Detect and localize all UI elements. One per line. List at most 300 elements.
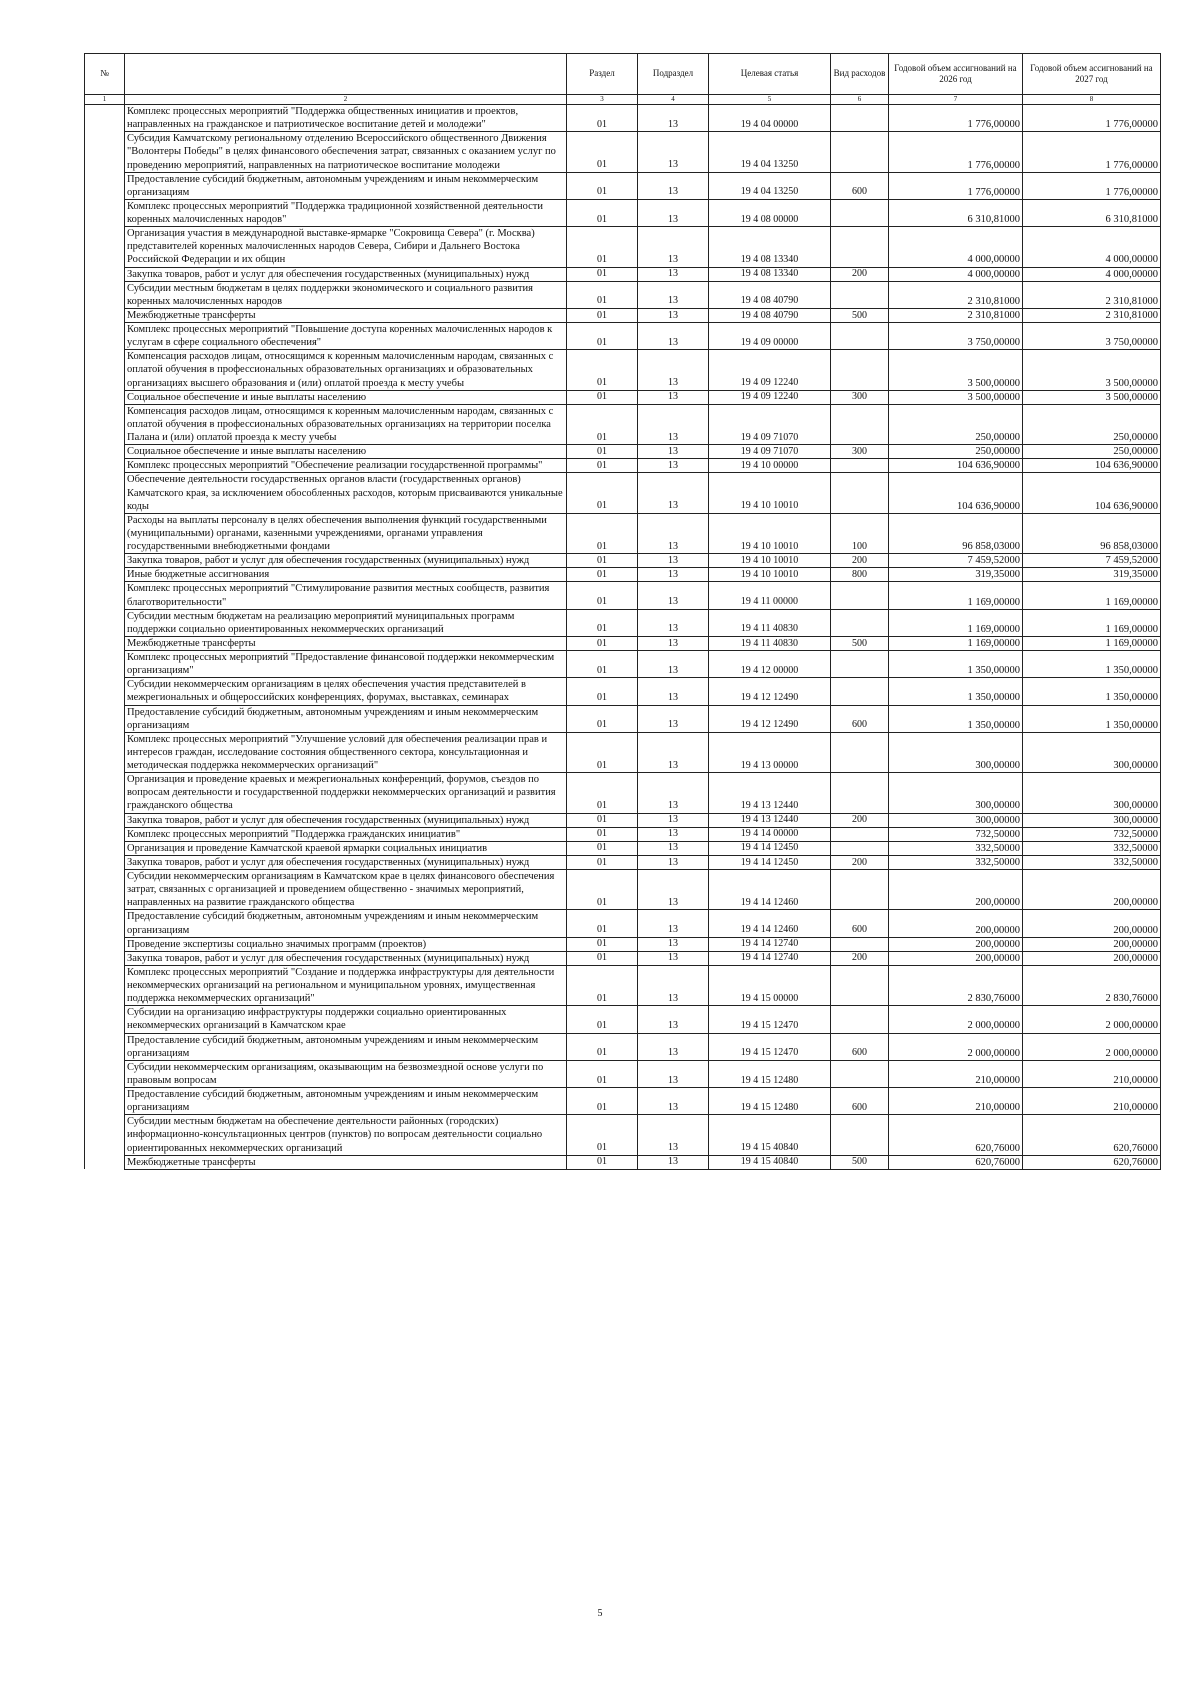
amount-2027-cell: 620,76000 xyxy=(1023,1155,1161,1169)
column-number: 5 xyxy=(709,95,831,105)
celevaya-statya-cell: 19 4 13 12440 xyxy=(709,813,831,827)
table-row xyxy=(85,105,1161,132)
amount-2026-cell: 3 500,00000 xyxy=(889,350,1023,390)
celevaya-statya-cell: 19 4 14 12460 xyxy=(709,870,831,910)
vid-rashodov-cell xyxy=(831,870,889,910)
celevaya-statya-cell: 19 4 08 40790 xyxy=(709,281,831,308)
row-number-cell xyxy=(85,404,125,444)
item-name-cell: Организация и проведение Камчатской краевой ярмарки социальных инициатив xyxy=(125,841,567,855)
podrazdel-cell: 13 xyxy=(638,404,709,444)
amount-2027-cell: 4 000,00000 xyxy=(1023,267,1161,281)
podrazdel-cell: 13 xyxy=(638,281,709,308)
vid-rashodov-cell xyxy=(831,404,889,444)
item-name-cell: Комплекс процессных мероприятий "Улучшение условий для обеспечения реализации прав и интересов граждан, исследование состояния общественного сектора, консультационная и методическая поддержка некоммерческих организаций" xyxy=(125,732,567,772)
table-row xyxy=(85,350,1161,390)
amount-2026-cell: 1 776,00000 xyxy=(889,105,1023,132)
item-name-cell: Комплекс процессных мероприятий "Предоставление финансовой поддержки некоммерческим организациям" xyxy=(125,651,567,678)
vid-rashodov-cell xyxy=(831,937,889,951)
celevaya-statya-cell: 19 4 15 40840 xyxy=(709,1155,831,1169)
razdel-cell: 01 xyxy=(567,910,638,937)
amount-2027-cell: 3 500,00000 xyxy=(1023,350,1161,390)
item-name-cell: Социальное обеспечение и иные выплаты населению xyxy=(125,445,567,459)
header-razdel: Раздел xyxy=(567,54,638,95)
row-number-cell xyxy=(85,1033,125,1060)
row-number-cell xyxy=(85,636,125,650)
vid-rashodov-cell xyxy=(831,105,889,132)
table-row xyxy=(85,513,1161,553)
vid-rashodov-cell: 500 xyxy=(831,636,889,650)
celevaya-statya-cell: 19 4 09 12240 xyxy=(709,350,831,390)
amount-2027-cell: 319,35000 xyxy=(1023,568,1161,582)
column-number: 6 xyxy=(831,95,889,105)
razdel-cell: 01 xyxy=(567,1033,638,1060)
podrazdel-cell: 13 xyxy=(638,473,709,513)
row-number-cell xyxy=(85,473,125,513)
podrazdel-cell: 13 xyxy=(638,459,709,473)
razdel-cell: 01 xyxy=(567,459,638,473)
podrazdel-cell: 13 xyxy=(638,568,709,582)
amount-2026-cell: 2 830,76000 xyxy=(889,965,1023,1005)
row-number-cell xyxy=(85,132,125,172)
razdel-cell: 01 xyxy=(567,267,638,281)
vid-rashodov-cell xyxy=(831,678,889,705)
column-number: 2 xyxy=(125,95,567,105)
row-number-cell xyxy=(85,1115,125,1155)
razdel-cell: 01 xyxy=(567,227,638,267)
celevaya-statya-cell: 19 4 04 13250 xyxy=(709,132,831,172)
podrazdel-cell: 13 xyxy=(638,1033,709,1060)
item-name-cell: Проведение экспертизы социально значимых программ (проектов) xyxy=(125,937,567,951)
razdel-cell: 01 xyxy=(567,1060,638,1087)
row-number-cell xyxy=(85,732,125,772)
razdel-cell: 01 xyxy=(567,404,638,444)
item-name-cell: Закупка товаров, работ и услуг для обеспечения государственных (муниципальных) нужд xyxy=(125,554,567,568)
razdel-cell: 01 xyxy=(567,773,638,813)
razdel-cell: 01 xyxy=(567,827,638,841)
table-row xyxy=(85,1033,1161,1060)
amount-2027-cell: 210,00000 xyxy=(1023,1088,1161,1115)
row-number-cell xyxy=(85,350,125,390)
item-name-cell: Предоставление субсидий бюджетным, автономным учреждениям и иным некоммерческим организациям xyxy=(125,910,567,937)
item-name-cell: Межбюджетные трансферты xyxy=(125,636,567,650)
podrazdel-cell: 13 xyxy=(638,582,709,609)
row-number-cell xyxy=(85,227,125,267)
row-number-cell xyxy=(85,773,125,813)
table-row xyxy=(85,678,1161,705)
celevaya-statya-cell: 19 4 13 12440 xyxy=(709,773,831,813)
item-name-cell: Комплекс процессных мероприятий "Стимулирование развития местных сообществ, развития благотворительности" xyxy=(125,582,567,609)
table-row xyxy=(85,910,1161,937)
table-row xyxy=(85,1060,1161,1087)
amount-2027-cell: 3 500,00000 xyxy=(1023,390,1161,404)
amount-2027-cell: 200,00000 xyxy=(1023,937,1161,951)
amount-2026-cell: 1 776,00000 xyxy=(889,132,1023,172)
amount-2027-cell: 300,00000 xyxy=(1023,732,1161,772)
table-row xyxy=(85,965,1161,1005)
table-row xyxy=(85,1088,1161,1115)
vid-rashodov-cell xyxy=(831,281,889,308)
vid-rashodov-cell xyxy=(831,841,889,855)
amount-2027-cell: 332,50000 xyxy=(1023,841,1161,855)
row-number-cell xyxy=(85,323,125,350)
header-celevaya-statya: Целевая статья xyxy=(709,54,831,95)
amount-2026-cell: 104 636,90000 xyxy=(889,459,1023,473)
table-row xyxy=(85,841,1161,855)
razdel-cell: 01 xyxy=(567,568,638,582)
table-row xyxy=(85,773,1161,813)
header-amount-2027: Годовой объем ассигнований на 2027 год xyxy=(1023,54,1161,95)
vid-rashodov-cell: 600 xyxy=(831,1033,889,1060)
vid-rashodov-cell: 500 xyxy=(831,1155,889,1169)
podrazdel-cell: 13 xyxy=(638,705,709,732)
amount-2026-cell: 1 350,00000 xyxy=(889,651,1023,678)
razdel-cell: 01 xyxy=(567,813,638,827)
podrazdel-cell: 13 xyxy=(638,1006,709,1033)
celevaya-statya-cell: 19 4 04 00000 xyxy=(709,105,831,132)
vid-rashodov-cell xyxy=(831,827,889,841)
podrazdel-cell: 13 xyxy=(638,827,709,841)
amount-2026-cell: 96 858,03000 xyxy=(889,513,1023,553)
row-number-cell xyxy=(85,105,125,132)
razdel-cell: 01 xyxy=(567,951,638,965)
row-number-cell xyxy=(85,937,125,951)
amount-2026-cell: 332,50000 xyxy=(889,855,1023,869)
celevaya-statya-cell: 19 4 08 00000 xyxy=(709,199,831,226)
amount-2027-cell: 1 169,00000 xyxy=(1023,582,1161,609)
amount-2027-cell: 2 000,00000 xyxy=(1023,1033,1161,1060)
podrazdel-cell: 13 xyxy=(638,1115,709,1155)
razdel-cell: 01 xyxy=(567,841,638,855)
item-name-cell: Комплекс процессных мероприятий "Поддержка традиционной хозяйственной деятельности коренных малочисленных народов" xyxy=(125,199,567,226)
celevaya-statya-cell: 19 4 13 00000 xyxy=(709,732,831,772)
vid-rashodov-cell: 500 xyxy=(831,308,889,322)
vid-rashodov-cell: 600 xyxy=(831,172,889,199)
item-name-cell: Закупка товаров, работ и услуг для обеспечения государственных (муниципальных) нужд xyxy=(125,813,567,827)
table-row xyxy=(85,267,1161,281)
razdel-cell: 01 xyxy=(567,678,638,705)
column-number: 1 xyxy=(85,95,125,105)
vid-rashodov-cell xyxy=(831,651,889,678)
table-row xyxy=(85,870,1161,910)
razdel-cell: 01 xyxy=(567,199,638,226)
celevaya-statya-cell: 19 4 14 12450 xyxy=(709,855,831,869)
celevaya-statya-cell: 19 4 10 10010 xyxy=(709,513,831,553)
table-row xyxy=(85,951,1161,965)
amount-2026-cell: 332,50000 xyxy=(889,841,1023,855)
column-number: 4 xyxy=(638,95,709,105)
podrazdel-cell: 13 xyxy=(638,445,709,459)
vid-rashodov-cell xyxy=(831,199,889,226)
amount-2027-cell: 4 000,00000 xyxy=(1023,227,1161,267)
vid-rashodov-cell xyxy=(831,473,889,513)
podrazdel-cell: 13 xyxy=(638,937,709,951)
podrazdel-cell: 13 xyxy=(638,855,709,869)
celevaya-statya-cell: 19 4 15 40840 xyxy=(709,1115,831,1155)
item-name-cell: Межбюджетные трансферты xyxy=(125,1155,567,1169)
razdel-cell: 01 xyxy=(567,554,638,568)
table-row xyxy=(85,855,1161,869)
razdel-cell: 01 xyxy=(567,636,638,650)
table-row xyxy=(85,705,1161,732)
amount-2027-cell: 96 858,03000 xyxy=(1023,513,1161,553)
podrazdel-cell: 13 xyxy=(638,554,709,568)
podrazdel-cell: 13 xyxy=(638,813,709,827)
vid-rashodov-cell: 200 xyxy=(831,855,889,869)
table-row xyxy=(85,1155,1161,1169)
column-number: 3 xyxy=(567,95,638,105)
vid-rashodov-cell xyxy=(831,609,889,636)
amount-2026-cell: 300,00000 xyxy=(889,813,1023,827)
item-name-cell: Обеспечение деятельности государственных органов власти (государственных органов) Камчатского края, за исключением обособленных расходов, которым присваиваются уникальные коды xyxy=(125,473,567,513)
row-number-cell xyxy=(85,951,125,965)
celevaya-statya-cell: 19 4 09 71070 xyxy=(709,404,831,444)
table-row xyxy=(85,732,1161,772)
table-row xyxy=(85,582,1161,609)
amount-2026-cell: 3 500,00000 xyxy=(889,390,1023,404)
podrazdel-cell: 13 xyxy=(638,732,709,772)
row-number-cell xyxy=(85,870,125,910)
amount-2027-cell: 200,00000 xyxy=(1023,910,1161,937)
amount-2026-cell: 200,00000 xyxy=(889,951,1023,965)
celevaya-statya-cell: 19 4 15 12480 xyxy=(709,1088,831,1115)
razdel-cell: 01 xyxy=(567,965,638,1005)
amount-2027-cell: 1 350,00000 xyxy=(1023,678,1161,705)
item-name-cell: Комплекс процессных мероприятий "Поддержка гражданских инициатив" xyxy=(125,827,567,841)
amount-2026-cell: 620,76000 xyxy=(889,1115,1023,1155)
razdel-cell: 01 xyxy=(567,390,638,404)
header-podrazdel: Подраздел xyxy=(638,54,709,95)
podrazdel-cell: 13 xyxy=(638,199,709,226)
razdel-cell: 01 xyxy=(567,308,638,322)
item-name-cell: Предоставление субсидий бюджетным, автономным учреждениям и иным некоммерческим организациям xyxy=(125,1088,567,1115)
row-number-cell xyxy=(85,855,125,869)
celevaya-statya-cell: 19 4 12 00000 xyxy=(709,651,831,678)
amount-2026-cell: 210,00000 xyxy=(889,1088,1023,1115)
amount-2027-cell: 2 310,81000 xyxy=(1023,308,1161,322)
row-number-cell xyxy=(85,841,125,855)
amount-2026-cell: 1 169,00000 xyxy=(889,582,1023,609)
vid-rashodov-cell: 200 xyxy=(831,554,889,568)
amount-2026-cell: 200,00000 xyxy=(889,910,1023,937)
razdel-cell: 01 xyxy=(567,1155,638,1169)
table-row xyxy=(85,813,1161,827)
podrazdel-cell: 13 xyxy=(638,636,709,650)
row-number-cell xyxy=(85,678,125,705)
razdel-cell: 01 xyxy=(567,870,638,910)
amount-2026-cell: 1 169,00000 xyxy=(889,636,1023,650)
amount-2026-cell: 3 750,00000 xyxy=(889,323,1023,350)
item-name-cell: Субсидии некоммерческим организациям, оказывающим на безвозмездной основе услуги по правовым вопросам xyxy=(125,1060,567,1087)
item-name-cell: Расходы на выплаты персоналу в целях обеспечения выполнения функций государственными (муниципальными) органами, казенными учреждениями, органами управления государственными внебюджетными фондами xyxy=(125,513,567,553)
item-name-cell: Субсидии некоммерческим организациям в целях обеспечения участия представителей в межрегиональных и общероссийских конференциях, форумах, выставках, семинарах xyxy=(125,678,567,705)
razdel-cell: 01 xyxy=(567,732,638,772)
amount-2027-cell: 2 310,81000 xyxy=(1023,281,1161,308)
item-name-cell: Предоставление субсидий бюджетным, автономным учреждениям и иным некоммерческим организациям xyxy=(125,705,567,732)
amount-2027-cell: 104 636,90000 xyxy=(1023,459,1161,473)
vid-rashodov-cell xyxy=(831,132,889,172)
podrazdel-cell: 13 xyxy=(638,1060,709,1087)
razdel-cell: 01 xyxy=(567,473,638,513)
amount-2027-cell: 6 310,81000 xyxy=(1023,199,1161,226)
amount-2026-cell: 1 169,00000 xyxy=(889,609,1023,636)
amount-2027-cell: 332,50000 xyxy=(1023,855,1161,869)
header-num: № xyxy=(85,54,125,95)
vid-rashodov-cell: 200 xyxy=(831,951,889,965)
razdel-cell: 01 xyxy=(567,855,638,869)
row-number-cell xyxy=(85,281,125,308)
celevaya-statya-cell: 19 4 11 40830 xyxy=(709,609,831,636)
celevaya-statya-cell: 19 4 10 10010 xyxy=(709,554,831,568)
vid-rashodov-cell: 600 xyxy=(831,910,889,937)
amount-2026-cell: 200,00000 xyxy=(889,870,1023,910)
podrazdel-cell: 13 xyxy=(638,132,709,172)
amount-2027-cell: 3 750,00000 xyxy=(1023,323,1161,350)
vid-rashodov-cell xyxy=(831,227,889,267)
amount-2027-cell: 1 776,00000 xyxy=(1023,172,1161,199)
item-name-cell: Комплекс процессных мероприятий "Поддержка общественных инициатив и проектов, направленных на гражданское и патриотическое воспитание детей и молодежи" xyxy=(125,105,567,132)
podrazdel-cell: 13 xyxy=(638,513,709,553)
amount-2026-cell: 2 000,00000 xyxy=(889,1006,1023,1033)
row-number-cell xyxy=(85,609,125,636)
razdel-cell: 01 xyxy=(567,582,638,609)
podrazdel-cell: 13 xyxy=(638,350,709,390)
celevaya-statya-cell: 19 4 14 12460 xyxy=(709,910,831,937)
amount-2027-cell: 1 169,00000 xyxy=(1023,636,1161,650)
amount-2026-cell: 4 000,00000 xyxy=(889,227,1023,267)
amount-2027-cell: 250,00000 xyxy=(1023,445,1161,459)
podrazdel-cell: 13 xyxy=(638,172,709,199)
amount-2026-cell: 2 310,81000 xyxy=(889,308,1023,322)
vid-rashodov-cell: 100 xyxy=(831,513,889,553)
razdel-cell: 01 xyxy=(567,651,638,678)
celevaya-statya-cell: 19 4 09 71070 xyxy=(709,445,831,459)
razdel-cell: 01 xyxy=(567,705,638,732)
celevaya-statya-cell: 19 4 14 12450 xyxy=(709,841,831,855)
table-header-row xyxy=(85,54,1161,95)
item-name-cell: Закупка товаров, работ и услуг для обеспечения государственных (муниципальных) нужд xyxy=(125,855,567,869)
table-row xyxy=(85,390,1161,404)
item-name-cell: Предоставление субсидий бюджетным, автономным учреждениям и иным некоммерческим организациям xyxy=(125,172,567,199)
row-number-cell xyxy=(85,582,125,609)
header-amount-2026: Годовой объем ассигнований на 2026 год xyxy=(889,54,1023,95)
razdel-cell: 01 xyxy=(567,105,638,132)
celevaya-statya-cell: 19 4 10 00000 xyxy=(709,459,831,473)
amount-2026-cell: 6 310,81000 xyxy=(889,199,1023,226)
item-name-cell: Закупка товаров, работ и услуг для обеспечения государственных (муниципальных) нужд xyxy=(125,267,567,281)
table-row xyxy=(85,1115,1161,1155)
vid-rashodov-cell: 600 xyxy=(831,705,889,732)
celevaya-statya-cell: 19 4 15 12480 xyxy=(709,1060,831,1087)
vid-rashodov-cell xyxy=(831,582,889,609)
amount-2026-cell: 210,00000 xyxy=(889,1060,1023,1087)
budget-table xyxy=(84,53,1161,1170)
razdel-cell: 01 xyxy=(567,350,638,390)
celevaya-statya-cell: 19 4 15 00000 xyxy=(709,965,831,1005)
vid-rashodov-cell xyxy=(831,1115,889,1155)
podrazdel-cell: 13 xyxy=(638,390,709,404)
celevaya-statya-cell: 19 4 15 12470 xyxy=(709,1033,831,1060)
podrazdel-cell: 13 xyxy=(638,609,709,636)
table-row xyxy=(85,609,1161,636)
row-number-cell xyxy=(85,1006,125,1033)
item-name-cell: Компенсация расходов лицам, относящимся к коренным малочисленным народам, связанных с оплатой обучения в профессиональных образовательных организациях и образовательных организациях высшего образования и (или) оплатой проезда к месту учебы xyxy=(125,350,567,390)
item-name-cell: Межбюджетные трансферты xyxy=(125,308,567,322)
row-number-cell xyxy=(85,1088,125,1115)
podrazdel-cell: 13 xyxy=(638,227,709,267)
celevaya-statya-cell: 19 4 08 13340 xyxy=(709,267,831,281)
amount-2026-cell: 1 350,00000 xyxy=(889,678,1023,705)
item-name-cell: Социальное обеспечение и иные выплаты населению xyxy=(125,390,567,404)
row-number-cell xyxy=(85,445,125,459)
table-row xyxy=(85,199,1161,226)
razdel-cell: 01 xyxy=(567,513,638,553)
vid-rashodov-cell xyxy=(831,965,889,1005)
amount-2026-cell: 250,00000 xyxy=(889,404,1023,444)
podrazdel-cell: 13 xyxy=(638,870,709,910)
table-row xyxy=(85,308,1161,322)
vid-rashodov-cell: 800 xyxy=(831,568,889,582)
razdel-cell: 01 xyxy=(567,1115,638,1155)
amount-2026-cell: 4 000,00000 xyxy=(889,267,1023,281)
row-number-cell xyxy=(85,1155,125,1169)
table-row xyxy=(85,651,1161,678)
amount-2027-cell: 300,00000 xyxy=(1023,813,1161,827)
vid-rashodov-cell xyxy=(831,1006,889,1033)
amount-2026-cell: 300,00000 xyxy=(889,732,1023,772)
amount-2027-cell: 620,76000 xyxy=(1023,1115,1161,1155)
amount-2027-cell: 1 350,00000 xyxy=(1023,705,1161,732)
table-row xyxy=(85,554,1161,568)
amount-2026-cell: 2 000,00000 xyxy=(889,1033,1023,1060)
row-number-cell xyxy=(85,965,125,1005)
item-name-cell: Комплекс процессных мероприятий "Повышение доступа коренных малочисленных народов к услугам в сфере социального обеспечения" xyxy=(125,323,567,350)
amount-2026-cell: 620,76000 xyxy=(889,1155,1023,1169)
podrazdel-cell: 13 xyxy=(638,678,709,705)
item-name-cell: Закупка товаров, работ и услуг для обеспечения государственных (муниципальных) нужд xyxy=(125,951,567,965)
amount-2027-cell: 104 636,90000 xyxy=(1023,473,1161,513)
podrazdel-cell: 13 xyxy=(638,1088,709,1115)
table-row xyxy=(85,937,1161,951)
celevaya-statya-cell: 19 4 09 00000 xyxy=(709,323,831,350)
celevaya-statya-cell: 19 4 15 12470 xyxy=(709,1006,831,1033)
celevaya-statya-cell: 19 4 14 12740 xyxy=(709,951,831,965)
celevaya-statya-cell: 19 4 09 12240 xyxy=(709,390,831,404)
table-row xyxy=(85,227,1161,267)
header-vid-rashodov: Вид расходов xyxy=(831,54,889,95)
vid-rashodov-cell: 200 xyxy=(831,813,889,827)
row-number-cell xyxy=(85,1060,125,1087)
column-number: 8 xyxy=(1023,95,1161,105)
razdel-cell: 01 xyxy=(567,1088,638,1115)
celevaya-statya-cell: 19 4 08 13340 xyxy=(709,227,831,267)
vid-rashodov-cell: 300 xyxy=(831,445,889,459)
item-name-cell: Субсидии некоммерческим организациям в Камчатском крае в целях финансового обеспечения затрат, связанных с организацией и проведением общественно - значимых мероприятий, направленных на развитие гражданского общества xyxy=(125,870,567,910)
table-body xyxy=(85,105,1161,1170)
celevaya-statya-cell: 19 4 08 40790 xyxy=(709,308,831,322)
amount-2026-cell: 732,50000 xyxy=(889,827,1023,841)
table-row xyxy=(85,1006,1161,1033)
row-number-cell xyxy=(85,813,125,827)
vid-rashodov-cell xyxy=(831,350,889,390)
razdel-cell: 01 xyxy=(567,132,638,172)
table-row xyxy=(85,323,1161,350)
celevaya-statya-cell: 19 4 04 13250 xyxy=(709,172,831,199)
amount-2027-cell: 200,00000 xyxy=(1023,951,1161,965)
podrazdel-cell: 13 xyxy=(638,105,709,132)
podrazdel-cell: 13 xyxy=(638,910,709,937)
row-number-cell xyxy=(85,172,125,199)
podrazdel-cell: 13 xyxy=(638,965,709,1005)
